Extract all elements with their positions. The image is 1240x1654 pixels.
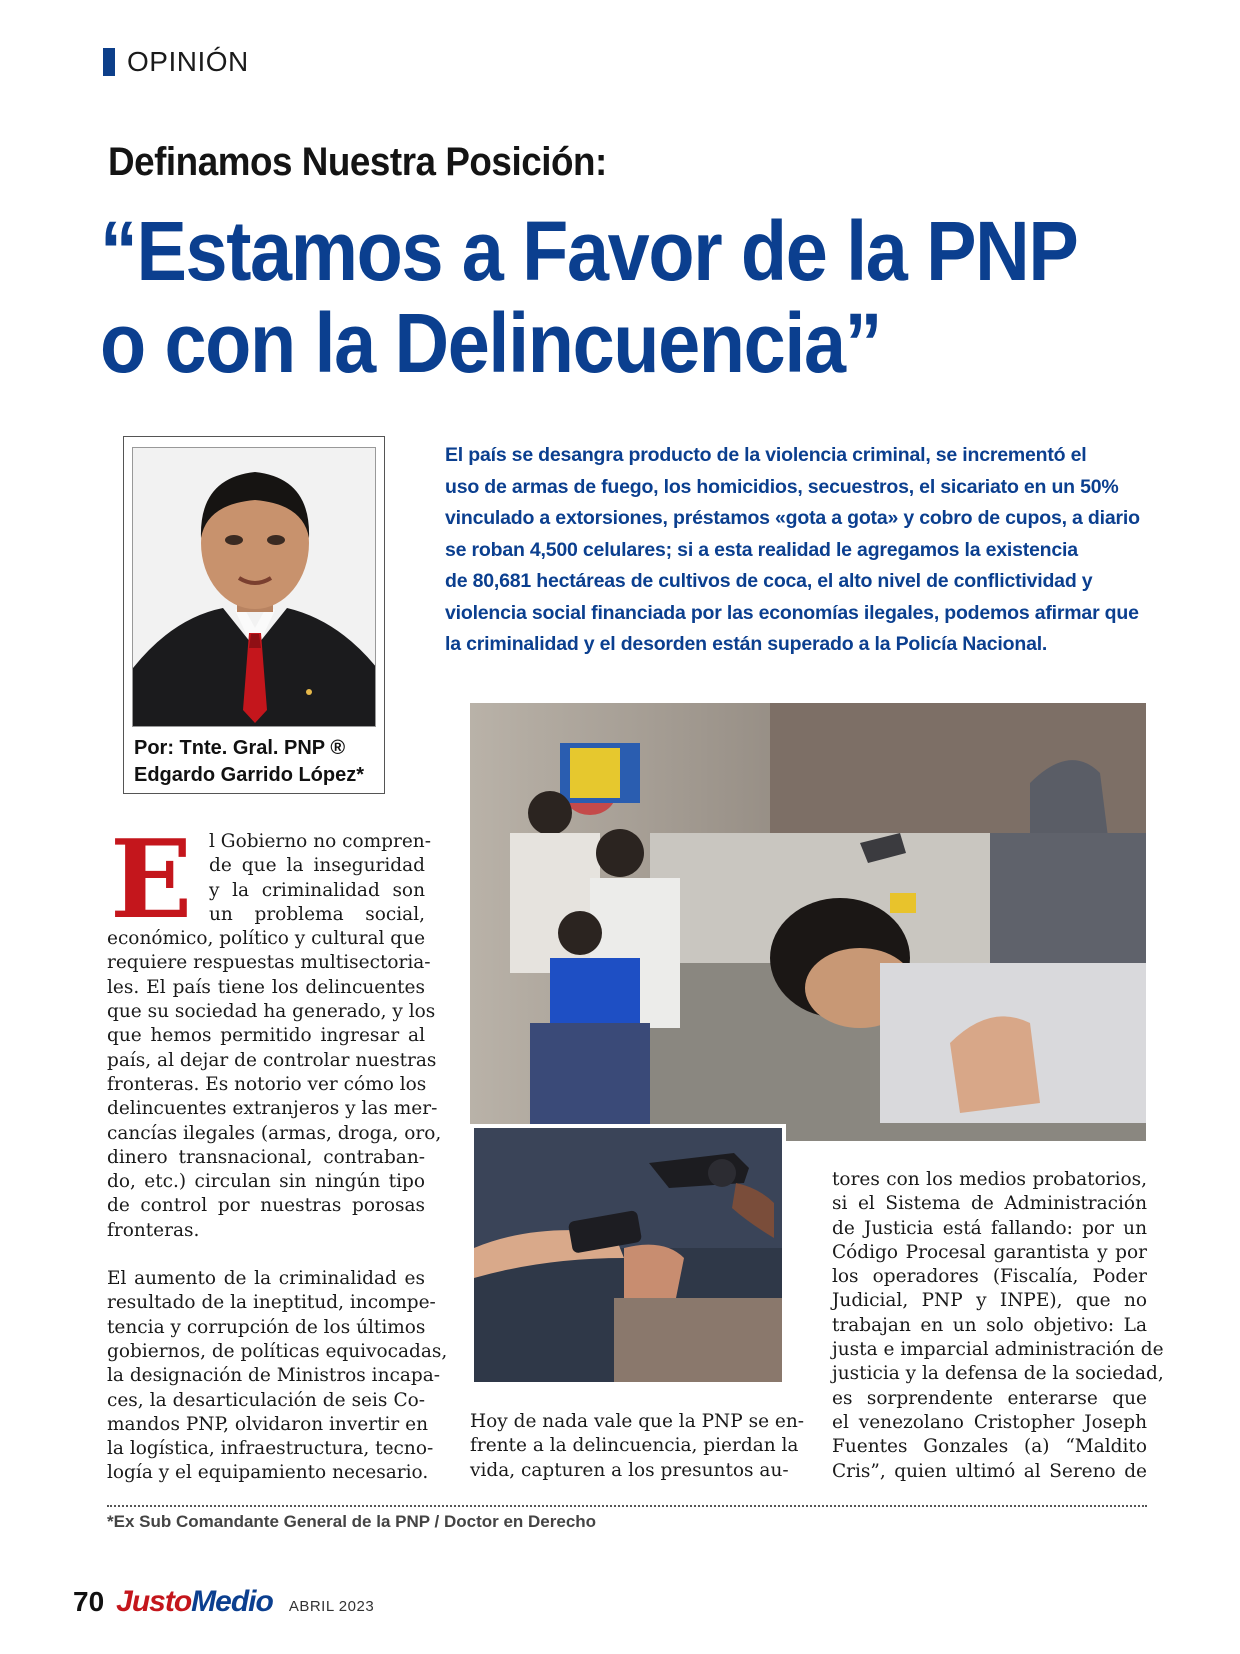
author-byline [134, 735, 364, 789]
magazine-logo: JustoMedio [116, 1585, 273, 1618]
lead-line: El país se desangra producto de la violencia criminal, se incrementó el [445, 444, 1087, 466]
author-box [123, 436, 385, 794]
inset-photo [470, 1124, 786, 1386]
author-portrait-image [133, 448, 376, 727]
body-line: que hemos permitido ingresar al [107, 1025, 425, 1047]
body-line: de que la inseguridad [209, 855, 425, 877]
body-line: logía y el equipamiento necesario. [107, 1462, 429, 1484]
body-column-2 [470, 1410, 805, 1483]
body-line: justa e imparcial administración de [832, 1339, 1164, 1361]
body-line: económico, político y cultural que [107, 928, 426, 950]
body-line: Judicial, PNP y INPE), que no [832, 1290, 1147, 1312]
body-line: frente a la delincuencia, pierdan la [470, 1435, 799, 1457]
footnote-divider [107, 1505, 1147, 1507]
body-line: de Justicia está fallando: por un [832, 1217, 1147, 1239]
body-line: requiere respuestas multisectoria- [107, 952, 431, 974]
phone-robbery-photo [474, 1128, 782, 1382]
body-line: que su sociedad ha generado, y los [107, 1001, 436, 1023]
body-line: mandos PNP, olvidaron invertir en [107, 1413, 429, 1435]
body-line: les. El país tiene los delincuentes [107, 976, 425, 998]
lead-line: la criminalidad y el desorden están superado a la Policía Nacional. [445, 633, 1048, 655]
headline-line: o con la Delincuencia” [100, 296, 882, 390]
lead-line: violencia social financiada por las economías ilegales, podemos afirmar que [445, 601, 1139, 624]
body-line: ces, la desarticulación de seis Co- [107, 1389, 425, 1411]
body-line: trabajan en un solo objetivo: La [832, 1314, 1147, 1336]
lead-line: uso de armas de fuego, los homicidios, secuestros, el sicariato en un 50% [445, 475, 1119, 498]
body-line: país, al dejar de controlar nuestras [107, 1049, 437, 1071]
street-crime-photo [470, 703, 1146, 1141]
body-line: gobiernos, de políticas equivocadas, [107, 1340, 448, 1362]
body-line: un problema social, [209, 903, 425, 925]
author-byline-line: Edgardo Garrido López* [134, 764, 365, 786]
article-kicker: Definamos Nuestra Posición: [108, 140, 607, 184]
body-line: la designación de Ministros incapa- [107, 1365, 441, 1387]
body-line: el venezolano Cristopher Joseph [832, 1411, 1147, 1433]
body-line: Código Procesal garantista y por [832, 1241, 1147, 1263]
lead-line: se roban 4,500 celulares; si a esta realidad le agregamos la existencia [445, 538, 1078, 561]
section-tag [103, 48, 249, 76]
lead-line: de 80,681 hectáreas de cultivos de coca, el alto nivel de conflictividad y [445, 570, 1093, 592]
body-line: resultado de la ineptitud, incompe- [107, 1292, 436, 1314]
body-line: l Gobierno no compren- [209, 831, 431, 852]
headline-line: “Estamos a Favor de la PNP [100, 204, 1078, 298]
body-line: de control por nuestras porosas [107, 1195, 425, 1217]
body-column-3 [832, 1168, 1164, 1484]
author-footnote: *Ex Sub Comandante General de la PNP / Doctor en Derecho [107, 1512, 597, 1531]
body-line: El aumento de la criminalidad es [107, 1268, 425, 1290]
article-lead [445, 440, 1145, 661]
body-line: tores con los medios probatorios, [832, 1169, 1147, 1190]
body-line: tencia y corrupción de los últimos [107, 1316, 426, 1338]
page-footer [73, 1585, 374, 1619]
body-line: Fuentes Gonzales (a) “Maldito [832, 1436, 1147, 1458]
body-line: fronteras. Es notorio ver cómo los [107, 1073, 427, 1095]
body-line: los operadores (Fiscalía, Poder [832, 1266, 1147, 1288]
body-line: vida, capturen a los presuntos au- [470, 1459, 789, 1481]
body-line: Hoy de nada vale que la PNP se en- [470, 1411, 805, 1432]
body-line: si el Sistema de Administración [832, 1193, 1147, 1215]
issue-date: ABRIL 2023 [288, 1598, 375, 1615]
section-label: OPINIÓN [127, 46, 249, 77]
page-number: 70 [73, 1586, 105, 1617]
body-line: do, etc.) circulan sin ningún tipo [107, 1171, 425, 1193]
author-photo [132, 447, 376, 727]
body-line: dinero transnacional, contraban- [107, 1146, 425, 1168]
drop-cap: E [110, 817, 193, 943]
author-byline-line: Por: Tnte. Gral. PNP ® [134, 737, 346, 759]
main-photo [470, 703, 1146, 1141]
body-column-1 [107, 817, 448, 1486]
body-line: Cris”, quien ultimó al Sereno de [832, 1460, 1147, 1482]
body-line: delincuentes extranjeros y las mer- [107, 1098, 438, 1120]
lead-line: vinculado a extorsiones, préstamos «gota a gota» y cobro de cupos, a diario [445, 507, 1140, 529]
body-line: es sorprendente enterarse que [832, 1387, 1147, 1409]
body-line: cancías ilegales (armas, droga, oro, [107, 1122, 442, 1144]
body-line: justicia y la defensa de la sociedad, [832, 1363, 1164, 1385]
body-line: y la criminalidad son [209, 879, 425, 901]
article-headline [100, 204, 1078, 390]
body-line: la logística, infraestructura, tecno- [107, 1438, 434, 1460]
section-marker-bar [103, 48, 115, 76]
body-line: fronteras. [107, 1219, 200, 1241]
